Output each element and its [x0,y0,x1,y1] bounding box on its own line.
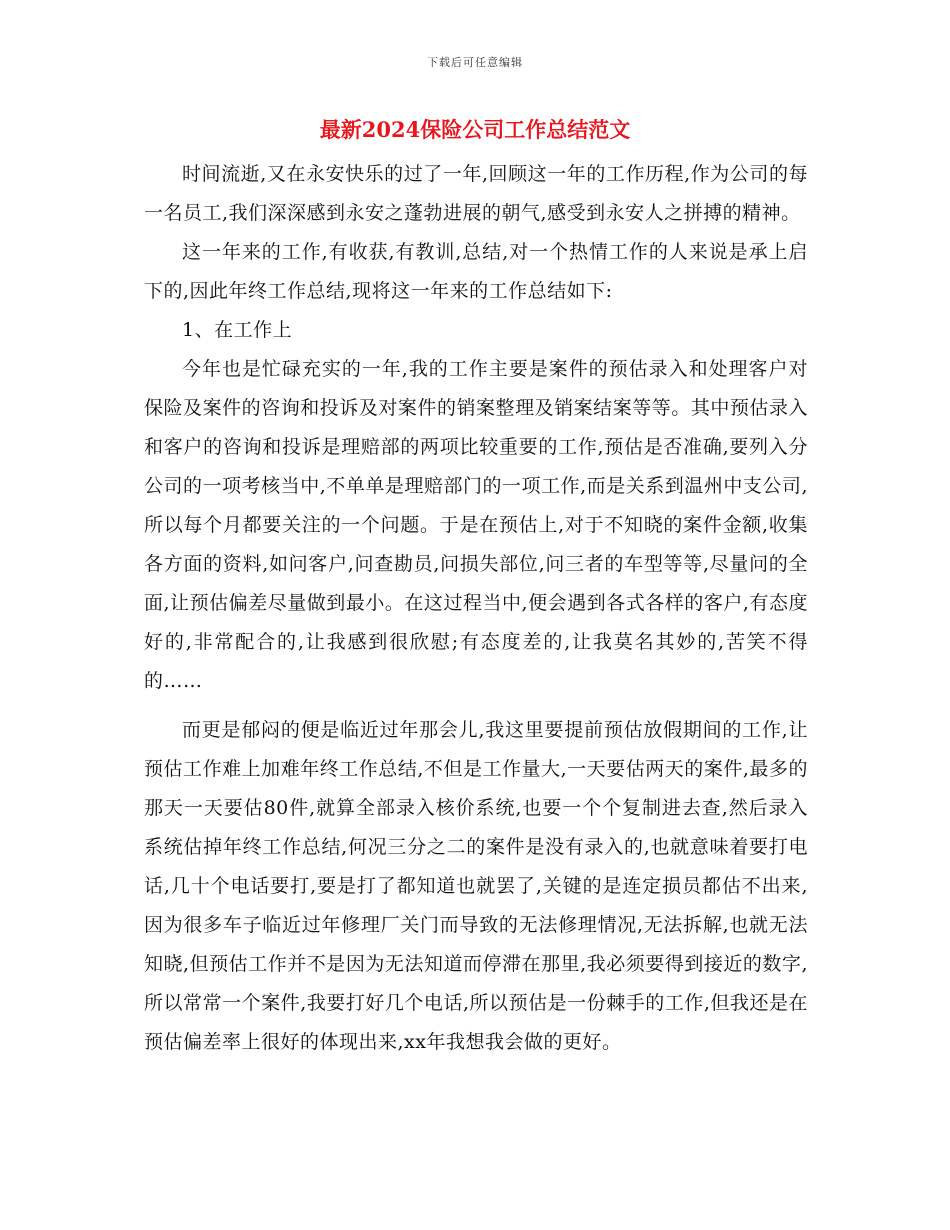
paragraph-intro: 时间流逝,又在永安快乐的过了一年,回顾这一年的工作历程,作为公司的每一名员工,我们深深感到永安之蓬勃进展的朝气,感受到永安人之拼搏的精神。 [144,163,808,224]
paragraph-work-details: 今年也是忙碌充实的一年,我的工作主要是案件的预估录入和处理客户对保险及案件的咨询和投诉及对案件的销案整理及销案结案等等。其中预估录入和客户的咨询和投诉是理赔部的两项比较重要的工作,预估是否准确,要列入分公司的一项考核当中,不单单是理赔部门的一项工作,而是关系到温州中支公司,所以每个月都要关注的一个问题。于是在预估上,对于不知晓的案件金额,收集各方面的资料,如问客户,问查勘员,问损失部位,问三者的车型等等,尽量问的全面,让预估偏差尽量做到最小。在这过程当中,便会遇到各式各样的客户,有态度好的,非常配合的,让我感到很欣慰;有态度差的,让我莫名其妙的,苦笑不得的…… [144,358,808,692]
paragraph-year-end: 而更是郁闷的便是临近过年那会儿,我这里要提前预估放假期间的工作,让预估工作难上加难年终工作总结,不但是工作量大,一天要估两天的案件,最多的那天一天要估80件,就算全部录入核价系统,也要一个个复制进去查,然后录入系统估掉年终工作总结,何况三分之二的案件是没有录入的,也就意味着要打电话,几十个电话要打,要是打了都知道也就罢了,关键的是连定损员都估不出来,因为很多车子临近过年修理厂关门而导致的无法修理情况,无法拆解,也就无法知晓,但预估工作并不是因为无法知道而停滞在那里,我必须要得到接近的数字,所以常常一个案件,我要打好几个电话,所以预估是一份棘手的工作,但我还是在预估偏差率上很好的体现出来,xx年我想我会做的更好。 [144,719,808,1053]
section-heading-work: 1、在工作上 [182,319,293,341]
paragraph-summary-lead: 这一年来的工作,有收获,有教训,总结,对一个热情工作的人来说是承上启下的,因此年终工作总结,现将这一年来的工作总结如下: [144,241,808,302]
header-note: 下载后可任意编辑 [427,56,523,69]
document-title: 最新2024保险公司工作总结范文 [319,117,631,142]
document-body [144,155,808,1062]
